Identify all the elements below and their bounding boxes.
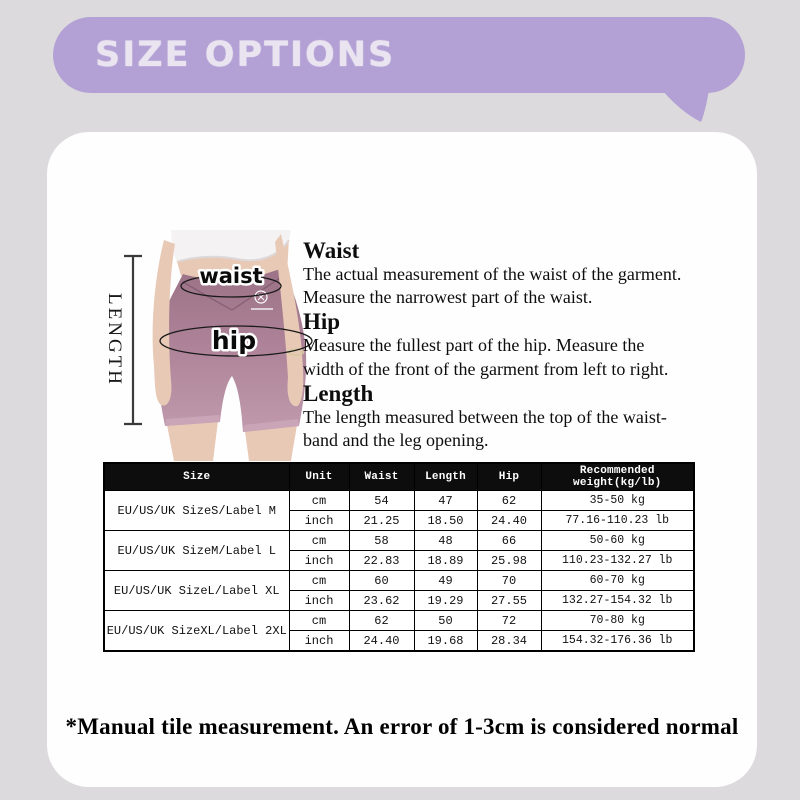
unit-cell: inch xyxy=(289,551,349,571)
weight-cell: 154.32-176.36 lb xyxy=(541,631,694,652)
weight-cell: 132.27-154.32 lb xyxy=(541,591,694,611)
weight-cell: 35-50 kg xyxy=(541,491,694,511)
length-cell: 50 xyxy=(414,611,477,631)
size-cell: EU/US/UK SizeS/Label M xyxy=(104,491,289,531)
unit-cell: inch xyxy=(289,631,349,652)
hip-cell: 28.34 xyxy=(477,631,541,652)
desc-heading-hip: Hip xyxy=(303,309,341,335)
description-section-length xyxy=(303,381,723,452)
size-table xyxy=(103,462,695,652)
table-row xyxy=(104,491,694,511)
hip-cell: 24.40 xyxy=(477,511,541,531)
waist-cell: 60 xyxy=(349,571,414,591)
size-cell: EU/US/UK SizeXL/Label 2XL xyxy=(104,611,289,652)
description-section-waist xyxy=(303,238,723,309)
hip-label: hip xyxy=(211,326,257,355)
hip-cell: 27.55 xyxy=(477,591,541,611)
hip-cell: 66 xyxy=(477,531,541,551)
waist-cell: 23.62 xyxy=(349,591,414,611)
waist-cell: 21.25 xyxy=(349,511,414,531)
length-measure-line xyxy=(124,256,142,424)
waist-cell: 24.40 xyxy=(349,631,414,652)
weight-cell: 50-60 kg xyxy=(541,531,694,551)
length-cell: 49 xyxy=(414,571,477,591)
col-header-weight: Recommended weight(kg/lb) xyxy=(541,463,694,491)
desc-heading-waist: Waist xyxy=(303,238,360,263)
unit-cell: cm xyxy=(289,571,349,591)
desc-line: Measure the narrowest part of the waist. xyxy=(303,287,593,308)
col-header-unit: Unit xyxy=(289,463,349,491)
length-cell: 19.68 xyxy=(414,631,477,652)
waist-cell: 22.83 xyxy=(349,551,414,571)
measurement-descriptions xyxy=(303,238,723,452)
table-row xyxy=(104,531,694,551)
size-cell: EU/US/UK SizeL/Label XL xyxy=(104,571,289,611)
size-cell: EU/US/UK SizeM/Label L xyxy=(104,531,289,571)
hip-cell: 25.98 xyxy=(477,551,541,571)
content-card xyxy=(47,132,757,787)
product-figure xyxy=(95,230,320,462)
col-header-length: Length xyxy=(414,463,477,491)
table-row xyxy=(104,611,694,631)
speech-bubble-tail-icon xyxy=(660,90,720,126)
desc-line: The length measured between the top of the waist- xyxy=(303,406,667,427)
length-cell: 18.89 xyxy=(414,551,477,571)
desc-line: band and the leg opening. xyxy=(303,430,489,451)
length-cell: 19.29 xyxy=(414,591,477,611)
hip-cell: 62 xyxy=(477,491,541,511)
weight-cell: 70-80 kg xyxy=(541,611,694,631)
col-header-hip: Hip xyxy=(477,463,541,491)
size-options-banner xyxy=(53,17,745,93)
waist-cell: 54 xyxy=(349,491,414,511)
length-cell: 48 xyxy=(414,531,477,551)
unit-cell: inch xyxy=(289,511,349,531)
left-leg xyxy=(167,421,218,461)
description-section-hip xyxy=(303,309,723,380)
hip-cell: 72 xyxy=(477,611,541,631)
unit-cell: inch xyxy=(289,591,349,611)
col-header-size: Size xyxy=(104,463,289,491)
unit-cell: cm xyxy=(289,531,349,551)
waist-cell: 62 xyxy=(349,611,414,631)
weight-cell: 110.23-132.27 lb xyxy=(541,551,694,571)
desc-line: width of the front of the garment from left to right. xyxy=(303,358,669,379)
waist-cell: 58 xyxy=(349,531,414,551)
length-label: LENGTH xyxy=(104,293,125,387)
unit-cell: cm xyxy=(289,611,349,631)
desc-line: The actual measurement of the waist of the garment. xyxy=(303,264,682,284)
table-row xyxy=(104,571,694,591)
measurement-footnote: *Manual tile measurement. An error of 1-3cm is considered normal xyxy=(65,714,739,739)
weight-cell: 77.16-110.23 lb xyxy=(541,511,694,531)
table-header-row xyxy=(104,463,694,491)
model-photo xyxy=(95,230,320,462)
unit-cell: cm xyxy=(289,491,349,511)
desc-heading-length: Length xyxy=(303,380,374,406)
weight-cell: 60-70 kg xyxy=(541,571,694,591)
length-cell: 47 xyxy=(414,491,477,511)
waist-label: waist xyxy=(199,264,263,288)
col-header-waist: Waist xyxy=(349,463,414,491)
desc-line: Measure the fullest part of the hip. Measure the xyxy=(303,335,645,356)
length-cell: 18.50 xyxy=(414,511,477,531)
banner-title: SIZE OPTIONS xyxy=(95,35,396,75)
hip-cell: 70 xyxy=(477,571,541,591)
